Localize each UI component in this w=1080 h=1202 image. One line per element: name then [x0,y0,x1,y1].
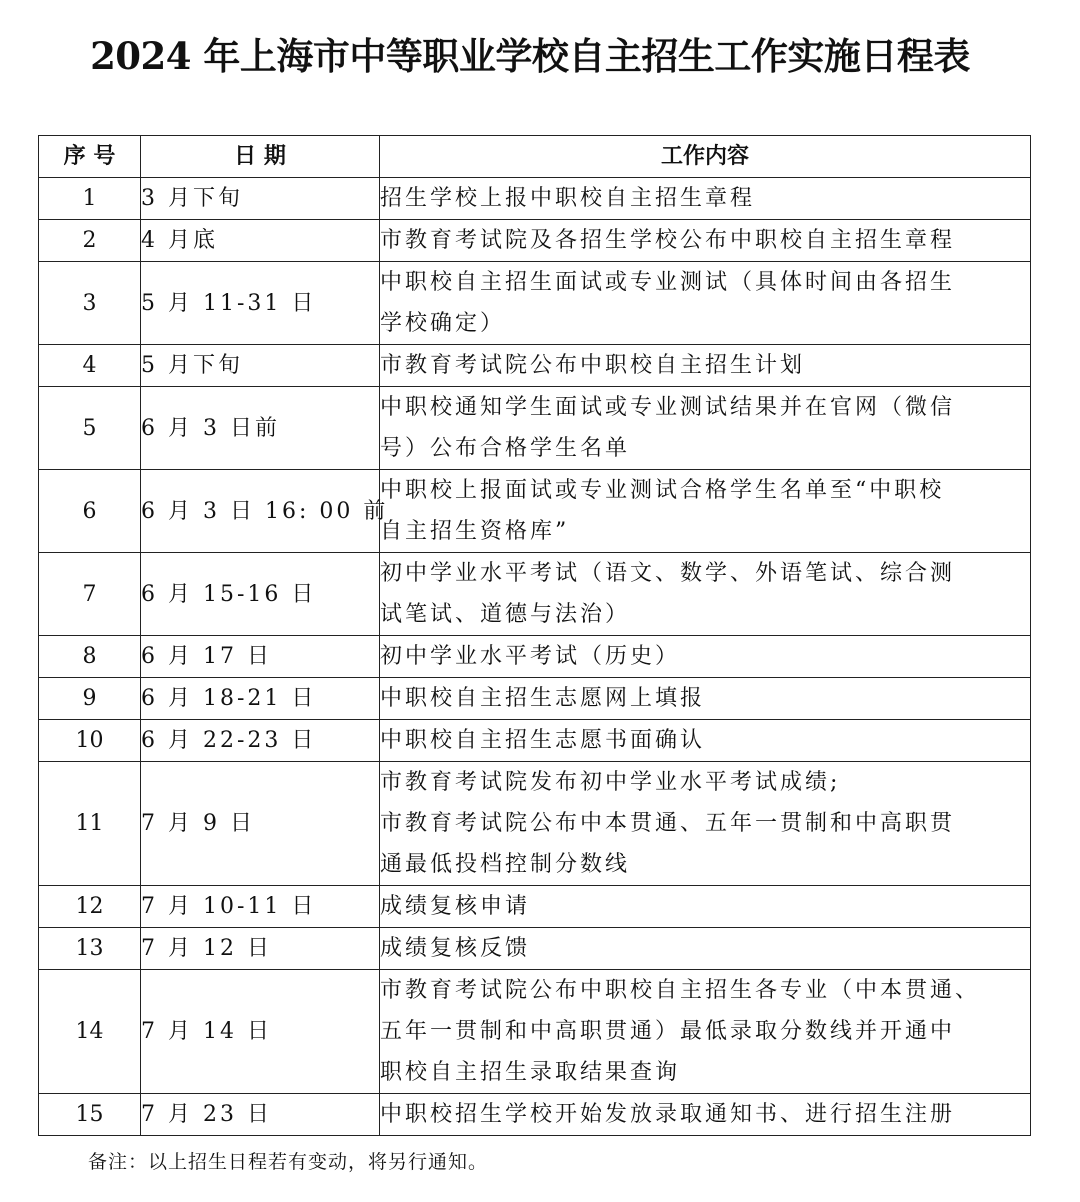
table-row [39,928,1031,970]
content-line: 市教育考试院及各招生学校公布中职校自主招生章程 [380,228,956,253]
table-row [39,762,1031,886]
row-number: 15 [39,1094,141,1136]
content-line: 中职校自主招生面试或专业测试（具体时间由各招生 [380,270,956,295]
row-date: 7 月 9 日 [141,762,380,886]
content-line: 初中学业水平考试（历史） [380,644,681,669]
row-number: 1 [39,178,141,220]
table-row [39,470,1031,553]
row-number: 8 [39,636,141,678]
row-date: 6 月 17 日 [141,636,380,678]
row-date: 6 月 22-23 日 [141,720,380,762]
content-line: 中职校通知学生面试或专业测试结果并在官网（微信 [380,395,956,420]
row-date: 7 月 10-11 日 [141,886,380,928]
row-date: 7 月 12 日 [141,928,380,970]
content-line: 市教育考试院公布中本贯通、五年一贯制和中高职贯 [380,811,956,836]
row-number: 2 [39,220,141,262]
header-date: 日 期 [141,136,380,178]
header-content: 工作内容 [380,136,1031,178]
content-line: 中职校自主招生志愿书面确认 [380,728,706,753]
header-number: 序 号 [39,136,141,178]
row-content [380,678,1031,720]
content-line: 成绩复核申请 [380,894,531,919]
content-line: 学校确定） [380,311,506,336]
row-number: 13 [39,928,141,970]
row-date: 6 月 18-21 日 [141,678,380,720]
content-line: 号）公布合格学生名单 [380,436,631,461]
content-line: 初中学业水平考试（语文、数学、外语笔试、综合测 [380,561,956,586]
schedule-table [38,135,1031,1136]
content-line: 自主招生资格库” [380,519,570,544]
table-row [39,720,1031,762]
row-content [380,470,1031,553]
content-line: 成绩复核反馈 [380,936,531,961]
page-title: 2024 年上海市中等职业学校自主招生工作实施日程表 [90,34,970,78]
table-row [39,886,1031,928]
row-content [380,762,1031,886]
row-content [380,178,1031,220]
table-row [39,553,1031,636]
row-content [380,970,1031,1094]
table-row [39,262,1031,345]
table-row [39,970,1031,1094]
row-date: 6 月 3 日前 [141,387,380,470]
row-number: 10 [39,720,141,762]
table-row [39,345,1031,387]
row-content [380,720,1031,762]
row-number: 6 [39,470,141,553]
content-line: 职校自主招生录取结果查询 [380,1060,681,1085]
content-line: 试笔试、道德与法治） [380,602,631,627]
row-date: 7 月 14 日 [141,970,380,1094]
row-number: 11 [39,762,141,886]
content-line: 招生学校上报中职校自主招生章程 [380,186,756,211]
row-date: 5 月下旬 [141,345,380,387]
row-date: 3 月下旬 [141,178,380,220]
row-content [380,387,1031,470]
row-content [380,928,1031,970]
table-row [39,178,1031,220]
table-row [39,1094,1031,1136]
table-row [39,387,1031,470]
row-number: 4 [39,345,141,387]
row-content [380,345,1031,387]
row-content [380,636,1031,678]
content-line: 市教育考试院公布中职校自主招生计划 [380,353,806,378]
row-number: 12 [39,886,141,928]
row-number: 9 [39,678,141,720]
row-content [380,220,1031,262]
row-date: 6 月 3 日 16: 00 前 [141,470,380,553]
table-body [39,178,1031,1136]
row-number: 7 [39,553,141,636]
table-row [39,678,1031,720]
row-content [380,1094,1031,1136]
content-line: 五年一贯制和中高职贯通）最低录取分数线并开通中 [380,1019,956,1044]
content-line: 市教育考试院公布中职校自主招生各专业（中本贯通、 [380,978,981,1003]
content-line: 中职校招生学校开始发放录取通知书、进行招生注册 [380,1102,956,1127]
footnote: 备注：以上招生日程若有变动，将另行通知。 [88,1151,489,1173]
row-date: 6 月 15-16 日 [141,553,380,636]
row-content [380,553,1031,636]
content-line: 通最低投档控制分数线 [380,852,631,877]
content-line: 中职校上报面试或专业测试合格学生名单至“中职校 [380,478,945,503]
content-line: 中职校自主招生志愿网上填报 [380,686,706,711]
row-number: 14 [39,970,141,1094]
row-content [380,262,1031,345]
row-number: 3 [39,262,141,345]
row-date: 4 月底 [141,220,380,262]
content-line: 市教育考试院发布初中学业水平考试成绩; [380,770,841,795]
row-date: 7 月 23 日 [141,1094,380,1136]
table-row [39,636,1031,678]
row-number: 5 [39,387,141,470]
table-row [39,220,1031,262]
row-content [380,886,1031,928]
table-header-row [39,136,1031,178]
row-date: 5 月 11-31 日 [141,262,380,345]
